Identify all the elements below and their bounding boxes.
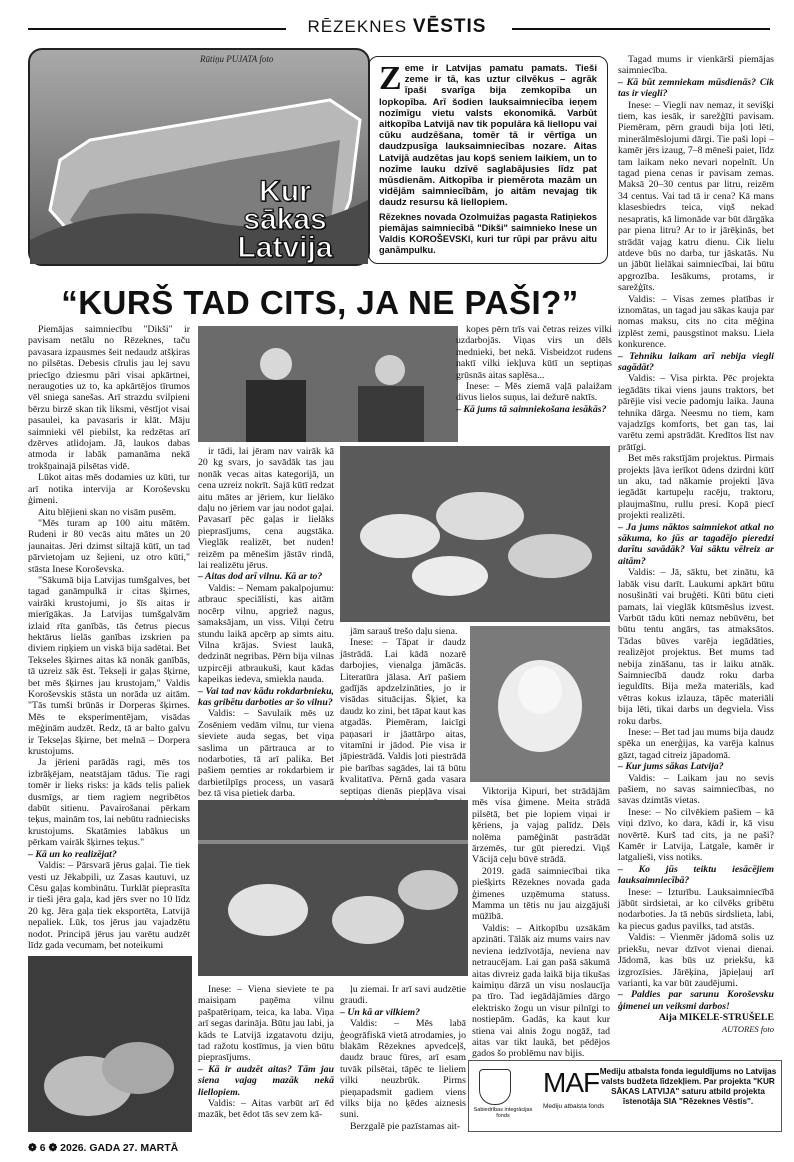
maf-logo: MAF	[543, 1067, 600, 1098]
paragraph: Bet mēs rakstījām projektus. Pirmais projekts ļāva ierīkot ūdens dzirdni kūtī un aku, tad nākamie projekti ļāva iegādāt kartupeļu racēju, traktoru, plaujmašīnu, rullu presi. Kopā piecī projekti realizēti.	[618, 453, 774, 522]
coat-caption: Sabiedrības integrācijas fonds	[473, 1107, 533, 1119]
interview-question: – Ko jūs teiktu iesācējiem lauksaimniecībā?	[618, 863, 774, 887]
masthead-title	[0, 16, 794, 38]
paragraph: Valdis: – Savulaik mēs uz Zosēniem vedām vilnu, tur viena sieviete auda segas, bet viņa saslima un pārtrauca ar to nodarboties, tā arī palika. Bet pašiem ņemties ar rokdarbiem ir darbietilpīgs process, un vasarā bez tā visa pietiek darba.	[198, 708, 334, 800]
paragraph: Valdis: – Jā, sāktu, bet zinātu, kā labāk visu darīt. Laukumi apkārt būtu nosušināti vai bruģēti. Kūti būtu cieti pamats, lai vieglāk kūtsmēslus izvest. Varbūt tādu kūti nemaz nebūvētu, bet būtu tentu angārs, tas atmaksātos. Tādas būves varēja iegādāties, realizējot projektus. Bet mums tad nebija zināšanu, tas ir laiku atnāk. Saimniecībā daudz roku darba ieguldīts. Bija meža materiāls, kad vētras kokus izlauza, tāpēc materiāli bija lēti, tikai darbs un degviela. Viss roku darbs.	[618, 567, 774, 727]
paragraph: Inese: – Tāpat ir daudz jāstrādā. Lai kādā nozarē darbojies, vienalga jāmācās. Literatūra jālasa. Arī pašiem gadījās apdzelzināties, jo ir visādas situācijas. Šķiet, ka daudz ko zini, bet tāpat kaut kas atgadās. Piemēram, laicīgi paņasari ir jāattārpo aitas, vitamīni ir jādod. Pie visa ir jāpiestrādā. Valdis ļoti piestrādā pie barības sagādes, lai tā būtu kvalitatīva. Pērnā gada vasara septiņas dienās piepļāva visai	[340, 637, 466, 797]
paragraph: Inese: – Bet tad jau mums bija daudz spēka un enerģijas, ka varēja kalnus gāzt, tagad citreiz jāpadomā.	[618, 726, 774, 761]
paragraph: Inese: – Viena sieviete te pa maisiņam paņēma vilnu pašpatēriņam, teica, ka laba. Viņa arī segas darināja. Būtu jau labi, ja kāds te Latvijā izgatavotu dziju, tad ražotu kostīmus, ja vien būtu pieprasījums.	[198, 984, 334, 1064]
paragraph: Valdis: – Vienmēr jādomā solis uz priekšu, nevar dzīvot vienai dienai. Jādomā, kas būs uz priekšu, kā izgrozīsies. Jārēķina, jāpieļauj arī varianti, ka var būt zaudējumi.	[618, 932, 774, 989]
column-4	[618, 54, 774, 1056]
couple-photo	[198, 326, 458, 442]
sheep-pen-photo	[198, 800, 468, 976]
paragraph: Piemājas saimniecību "Dikši" ir pavisam netālu no Rēzeknes, taču pavasara izpausmes šeit nedaudz atšķiras no pilsētas. Debesis cīrulis jau lej savu priecīgo dziesmu pāri visai apkārtnei, neraugoties uz to, ka apkārtējos tīrumos vēl sniega sanešas. Arī strazdu svilpieni bērzu birzē skan tik liksmi, vēstījot visai pasaulei, ka pavasaris ir klāt. Māju saimnieki vēl piebilst, ka redzētas arī dzērves atlidojam. Jā, laukos dabas atmoda ir labāk pamanāma nekā trokšņainajā pilsētas vidē.	[28, 324, 190, 472]
paragraph: Lūkot aitas mēs dodamies uz kūti, tur arī notika intervija ar Koroševsku ģimeni.	[28, 472, 190, 507]
photo-credit: Rūtiņu PUJATA foto	[200, 54, 274, 64]
paragraph: ļu ziemai. Ir arī savi audzētie graudi.	[340, 984, 466, 1007]
paragraph: Valdis: – Mēs labā ģeogrāfiskā vietā atrodamies, jo blakām Rēzeknes apvedceļš, daudz brauc fūres, arī esam tuvāk pilsētai, tāpēc te lieliem vilki neuzbrūk. Pirms pieņapadsmit gadiem viens vilks bija no ķēdes aiznesis suni.	[340, 1018, 466, 1121]
paragraph: Valdis: – Aitas varbūt arī ēd mazāk, bet ēdot tās sev zem kā-	[198, 1098, 334, 1121]
column-2-lower	[198, 984, 334, 1144]
column-3-top	[456, 324, 612, 444]
interview-question: – Kā ir audzēt aitas? Tām jau siena vajag mazāk nekā liellopiem.	[198, 1063, 334, 1098]
sheep-flock-photo	[340, 446, 610, 622]
page-footer: ❁ 6 ❁ 2026. GADA 27. MARTĀ	[28, 1142, 179, 1154]
interview-question: – Ja jums nāktos saimniekot atkal no sākuma, ko jūs ar tagadējo pieredzi darītu savādāk? Vai sāktu vēlreiz ar aitām?	[618, 521, 774, 567]
hero-title	[220, 175, 350, 264]
paragraph: Valdis: – Aitkopību uzsākām apzināti. Tālāk aiz mums vairs nav neviena iedzīvotāja, neviena nav netraucējam. Lai gan pašā sākumā aitas divreiz gada laikā bija tikušas kaimiņu dārzā un visu noslaucīja pa tīro. Tad iegādājāmies dārgo elektrisko žogu un visur pilnīgi to nostiepām. Gadās, ka kaut kur stiena vai alnis žogu nogāž, tad aitas var tikt laukā, bet pēdējos gados šo problēmu nav bijis.	[472, 922, 610, 1060]
interview-question: – Kā un ko realizējat?	[28, 848, 117, 860]
lamb-illustration	[470, 626, 610, 782]
paragraph: Valdis: – Laikam jau no sevis pašiem, no savas saimniecības, no savas dzimtās vietas.	[618, 772, 774, 807]
paragraph: Valdis: – Pārsvarā jērus gaļai. Tie tiek vesti uz Jēkabpili, uz Zasas kautuvi, uz Cēsu gaļas kombinātu. Turklāt pieprasīta ir tieši jēra gaļa, kad jērs sver no 10 līdz 20 kg. Jēra gaļa tiek eksportēta, Latvijā nepaliek. Lūk, tos jērus jau vajadzētu nodot. Principā jērus jau varētu audzēt līdz gada vecumam, bet noteikumi	[28, 860, 190, 951]
hero-title-line1: Kur	[259, 175, 311, 208]
interview-question: – Kā jums tā saimniekošana iesākās?	[456, 403, 607, 415]
paragraph: jām sarauš trešo daļu siena.	[350, 626, 458, 637]
column-3-middle	[340, 626, 466, 797]
paragraph: Tagad mums ir vienkārši piemājas saimniecība.	[618, 54, 774, 77]
paragraph: "Sākumā bija Latvijas tumšgalves, bet tagad ganāmpulkā ir citas šķirnes, vairāki krustojumi, jo šīs aitas ir mierīgākas. Ja Latvijas tumšgalvām izlaid rīta ganībās, tās četrus piecus hektārus lielās ganības izskrien pa diviem riņķiem un viskā bija sadētai. Bet Tekseles šķirnes aitas kā nonāk ganībās, tā uzreiz sāk ēst. Tekseļi ir gaļas šķirne, bet mēs šķirnes jau krustojam," Valdis Koroševskis stāsta un norāda uz aitām. "Tās tumši brūnās ir Dorperas šķirnes. Mēs te eksperimentējam, visādas mēģinām audzēt. Redz, tā ar balto galvu ir Tekseļas šķirne, bet melnā – Dorpera krustojums.	[28, 574, 190, 758]
paragraph: Viktorija Kipuri, bet strādājām mēs visa ģimene. Meita strādā pilsētā, bet pie lopiem viņai ir ķēriens, ja vajag palīdz. Dēls nolēma pamēģināt pastrādāt ārzemēs, tur gūt pieredzi. Viņš Vācijā ceļu būvē strādā.	[472, 786, 610, 866]
intro-text: eme ir Latvijas pamatu pamats. Tieši zeme ir tā, kas uztur cilvēkus – agrāk īpaši svarīga bija zemkopība un lopkopība. Arī šodien lauksaimniecība ieņem nozīmīgu vietu valsts ekonomikā. Varbūt aitkopība Latvijā nav tik populāra kā liellopu vai cūku audzēšana, tomēr tā ir vērtīga un daudzpusīga lauksaimniecības nozare. Aitas Latvijā audzētas jau kopš seniem laikiem, un to nozīme lauku dzīvē saglabājusies līdz pat mūsdienām. Aitkopība ir piemērota mazām un vidējām saimniecībām, jo aitām nevajag tik daudz resursu kā liellopiem.	[379, 63, 597, 209]
paragraph: Berzgalē pie pazīstamas ait-	[350, 1120, 461, 1132]
paragraph: Valdis: – Visas zemes platības ir iznomātas, un tagad jau sākas kauja par nomas maksu, cits no cita mēģina izplēst zemi, pausgstinot maksu. Liela konkurence.	[618, 293, 774, 351]
column-3-lower	[472, 786, 610, 1060]
closing-wish: – Paldies par sarunu Koroševsku ģimenei un veiksmi darbos!	[618, 989, 774, 1012]
maf-caption: Mediju atbalsta fonds	[543, 1103, 605, 1110]
paragraph: 2019. gadā saimniecībai tika piešķirts Rēzeknes novada gada ģimenes uzņēmuma statuss. Mamma un tētis nu jau aizgājuši mūžībā.	[472, 865, 610, 923]
column-3c	[340, 984, 466, 1134]
sheep-pen-illustration	[198, 800, 468, 976]
paragraph: Inese: – Mēs ziemā vaļā palaižam divus lielos suņus, lai dežurē naktīs.	[456, 381, 612, 404]
interview-question: – Kur jums sākas Latvija?	[618, 761, 724, 773]
paragraph: kopes pērn trīs vai četras reizes vilki uzdarbojās. Viņas virs un dēls mednieki, bet nekā. Visbeidzot rudens naktī vilki iekļuva kūtī un septiņas grūsnās aitas saplēsa...	[456, 324, 612, 381]
couple-photo-illustration	[198, 326, 458, 442]
paragraph: Ja jērieni parādās ragi, mēs tos izbrāķējam, neatstājam tādus. Tie ragi tomēr ir lieks risks: ja kāds telis paliek dusmīgs, ar tiem ragiem negribētos dabūt sitienu. Pavairošanai pērkam teķus, mainām tos, lai nebūtu radniecisks krustojums. Skatāmies labākus un pērkam vairāk šķirnes teķus."	[28, 757, 190, 849]
article-headline: “KURŠ TAD CITS, JA NE PAŠI?”	[61, 284, 579, 321]
interview-question: – Kā būt zemniekam mūsdienās? Cik tas ir viegli?	[618, 76, 774, 100]
paragraph: Valdis: – Visa pirkta. Pēc projekta iegādāts tikai viens jauns traktors, bet pārējie visi vecie padomju laika. Jauna tehnika dārga. Neesmu no tiem, kam vajadzīgs komforts, bet gan tas, lai varētu zemi apstrādāt. Kredītos līst nav prātīgi.	[618, 373, 774, 453]
column-2-upper	[198, 446, 334, 798]
column-1	[28, 324, 190, 952]
intro-text-2: Rēzeknes novada Ozolmuižas pagasta Ratiņiekos piemājas saimniecībā "Dikši" saimnieko Inese un Valdis KOROŠEVSKI, kuri tur rūpi par prāvu aitu ganāmpulku.	[379, 211, 597, 256]
interview-question: – Aitas dod arī vilnu. Kā ar to?	[198, 571, 323, 583]
sponsor-box	[468, 1060, 782, 1132]
coat-of-arms-icon	[479, 1069, 511, 1105]
interview-question: – Un kā ar vilkiem?	[340, 1006, 421, 1018]
masthead	[0, 6, 794, 44]
hay-bales-photo	[28, 956, 192, 1132]
photo-credit-author: AUTORES foto	[721, 1023, 774, 1034]
masthead-part1: RĒZEKNES	[307, 17, 408, 36]
hay-bales-illustration	[28, 956, 192, 1132]
paragraph: Inese: – Viegli nav nemaz, it sevišķi tiem, kas iesāk, ir sarežģīti pavisam. Piemēram, pērn graudi bija ļoti lēti, minerālmēslojumi dārgi. Tie paši lopi – kamēr jērs izaug, 7–8 mēneši paiet, līdz tam laikam neko nevari nopelnīt. Un tagad piena cenas ir pavisam zemas. Maksā 20–30 centus par litru, reizēm 34 centus. Vai tad tā ir cena? Kā mans klasesbiedrs teica, viņš nekad nesapratis, kā limonāde var būt dārgāka par piena litru? Ar to ir jārēķinās, bet strādāt vajag katru dienu. Cik lielu atdeve būs no darba, tur jāskatās. Nu un jābūt lielākai saimniecībai, lai būtu apgrozība. Iesākums, protams, ir sarežģīts.	[618, 99, 774, 294]
drop-cap: Z	[379, 60, 402, 97]
hero-title-line2: sākas	[243, 203, 327, 236]
hero-photo	[28, 48, 370, 266]
sheep-flock-illustration	[340, 446, 610, 622]
interview-question: – Tehniku laikam arī nebija viegli sagādāt?	[618, 350, 774, 373]
intro-box	[368, 56, 608, 264]
masthead-part2: VĒSTIS	[412, 16, 487, 37]
interview-question: – Vai tad nav kādu rokdarbnieku, kas gribētu darboties ar šo vilnu?	[198, 685, 334, 708]
lamb-photo	[470, 626, 610, 782]
paragraph: Inese: – Izturību. Lauksaimniecībā jābūt sirdsietai, ar ko cilvēks gribētu nodarboties. Ja tā nebūs sirdslieta, labi, ka piecus gadus pavilks, tad atstās.	[618, 886, 774, 932]
paragraph: Aitu blējieni skan no visām pusēm.	[38, 506, 177, 518]
author-name: Aija MIKELE-STRUŠELE	[658, 1012, 774, 1024]
hero-title-line3: Latvija	[237, 231, 333, 264]
paragraph: ir tādi, lai jēram nav vairāk kā 20 kg svars, jo savādāk tas jau nonāk vecas aitas kategorijā, un cena uzreiz nokrīt. Sajā kūtī redzat aitu mātes ar jēriem, kur lielāko daļu no jēriem var jau nodot gaļai. Pavasarī pēc gaļas ir lielāks pieprasījums, cena augstāka. Vieglāk realizēt, bet nuden! reizēm pa mēnešim jāstāv rindā, lai realizētu jērus.	[198, 446, 335, 572]
sponsor-text: Mediju atbalsta fonda ieguldījums no Latvijas valsts budžeta līdzekļiem. Par projekta "KUR SĀKAS LATVIJA" saturu atbild projekta īstenotāja SIA "Rēzeknes Vēstis".	[599, 1067, 777, 1106]
paragraph: Inese: – No cilvēkiem pašiem – kā viņi dzīvo, ko dara, kādi ir, kā visu novērtē. Kurš tad cits, ja ne paši? Kamēr ir Latvija, Latgale, kamēr ir latgalieši, viss notiks.	[618, 806, 774, 864]
paragraph: "Mēs turam ap 100 aitu mātēm. Rudeni ir 80 vecās aitu mātes un 20 jaunaitas. Jēri dzimst siltajā kūtī, un tad pārvietojam uz šejieni, uz otro kūti," stāsta Inese Koroševska.	[28, 517, 190, 575]
paragraph: Valdis: – Nemam pakalpojumu: atbrauc speciālisti, kas aitām nocērp vilnu, apgriež nagus, samaksājam, un viss. Vilņi četru stundu laikā apcērp ap simts aitu. Vilna krājas. Sviest laukā, dedzināt negribas. Pērn bija vilnas uzpircēji atbraukuši, kaut kādas kapeikas iedeva, smiekla nauda.	[198, 582, 334, 686]
